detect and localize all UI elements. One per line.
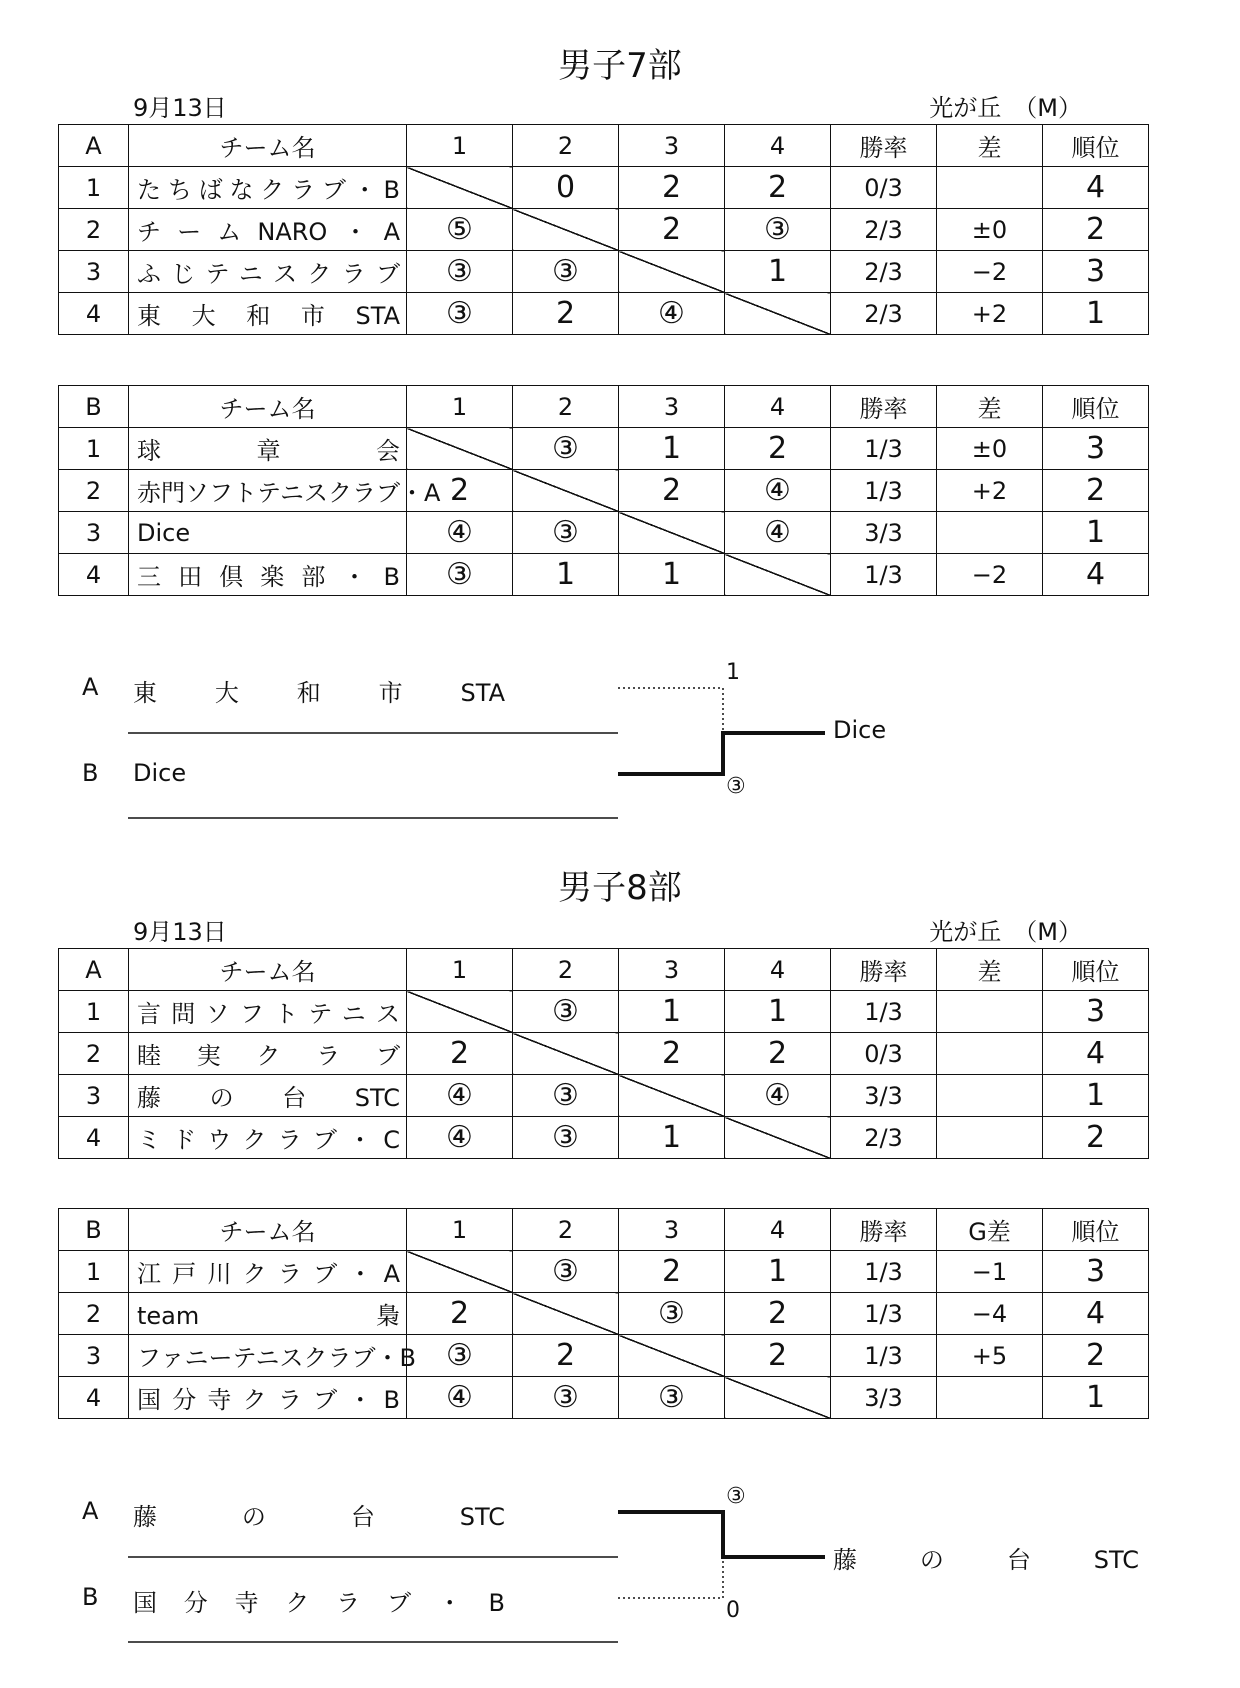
score-vs-1: ③ bbox=[407, 1335, 513, 1377]
win-rate: 1/3 bbox=[831, 991, 937, 1033]
score-vs-4: 2 bbox=[725, 1033, 831, 1075]
score-vs-1: ④ bbox=[407, 1377, 513, 1419]
header-cell: 順位 bbox=[1043, 125, 1149, 167]
row-number: 4 bbox=[59, 1117, 129, 1159]
rank: 4 bbox=[1043, 554, 1149, 596]
header-cell: 1 bbox=[407, 386, 513, 428]
score-vs-3: 1 bbox=[619, 428, 725, 470]
header-cell: G差 bbox=[937, 1209, 1043, 1251]
header-cell: 2 bbox=[513, 125, 619, 167]
header-cell: 3 bbox=[619, 949, 725, 991]
score-vs-3: ③ bbox=[619, 1293, 725, 1335]
header-cell: A bbox=[59, 125, 129, 167]
header-cell: 差 bbox=[937, 386, 1043, 428]
final-b-label: B bbox=[82, 759, 99, 787]
rank: 3 bbox=[1043, 428, 1149, 470]
score-vs-4: 2 bbox=[725, 1293, 831, 1335]
score-vs-1: ③ bbox=[407, 554, 513, 596]
header-cell: 3 bbox=[619, 386, 725, 428]
team-name: 赤門ソフトテニスクラブ・A bbox=[129, 470, 407, 512]
section-title: 男子7部 bbox=[558, 46, 682, 86]
header-cell: 順位 bbox=[1043, 949, 1149, 991]
match-date: 9月13日 bbox=[133, 94, 227, 122]
row-number: 4 bbox=[59, 1377, 129, 1419]
score-vs-2: ③ bbox=[513, 1075, 619, 1117]
final-a-path-won bbox=[618, 1512, 825, 1557]
score-vs-2: 0 bbox=[513, 167, 619, 209]
final-winner: 藤の台STC bbox=[833, 1546, 1139, 1574]
team-name: たちばなクラブ・B bbox=[129, 167, 407, 209]
header-cell: 差 bbox=[937, 125, 1043, 167]
header-cell: チーム名 bbox=[129, 125, 407, 167]
header-cell: 勝率 bbox=[831, 125, 937, 167]
header-cell: B bbox=[59, 1209, 129, 1251]
game-diff: +2 bbox=[937, 293, 1043, 335]
rank: 2 bbox=[1043, 470, 1149, 512]
row-number: 3 bbox=[59, 1075, 129, 1117]
score-vs-1: 2 bbox=[407, 1033, 513, 1075]
team-name: 藤の台STC bbox=[129, 1075, 407, 1117]
score-vs-1: ④ bbox=[407, 512, 513, 554]
header-cell: A bbox=[59, 949, 129, 991]
header-cell: 2 bbox=[513, 386, 619, 428]
final-winner: Dice bbox=[833, 716, 887, 744]
rank: 1 bbox=[1043, 1377, 1149, 1419]
match-date: 9月13日 bbox=[133, 918, 227, 946]
score-vs-1: 2 bbox=[407, 1293, 513, 1335]
win-rate: 0/3 bbox=[831, 167, 937, 209]
header-cell: 2 bbox=[513, 1209, 619, 1251]
score-vs-3: ④ bbox=[619, 293, 725, 335]
win-rate: 2/3 bbox=[831, 293, 937, 335]
rank: 1 bbox=[1043, 293, 1149, 335]
row-number: 4 bbox=[59, 554, 129, 596]
final-a-team: 東大和市STA bbox=[133, 679, 505, 707]
row-number: 1 bbox=[59, 428, 129, 470]
final-a-score: 1 bbox=[726, 660, 740, 685]
team-name: 国分寺クラブ・B bbox=[129, 1377, 407, 1419]
score-vs-4: ④ bbox=[725, 512, 831, 554]
row-number: 3 bbox=[59, 251, 129, 293]
row-number: 2 bbox=[59, 470, 129, 512]
rank: 1 bbox=[1043, 1075, 1149, 1117]
score-vs-3: 2 bbox=[619, 167, 725, 209]
score-vs-3: 1 bbox=[619, 1117, 725, 1159]
team-name: 睦実クラブ bbox=[129, 1033, 407, 1075]
header-cell: 4 bbox=[725, 949, 831, 991]
rank: 2 bbox=[1043, 1335, 1149, 1377]
team-name: ファニーテニスクラブ・B bbox=[129, 1335, 407, 1377]
win-rate: 3/3 bbox=[831, 512, 937, 554]
score-vs-2: ③ bbox=[513, 428, 619, 470]
final-b-label: B bbox=[82, 1583, 99, 1611]
score-vs-2: ③ bbox=[513, 1251, 619, 1293]
game-diff: −1 bbox=[937, 1251, 1043, 1293]
score-vs-3: 2 bbox=[619, 209, 725, 251]
venue: 光が丘 （M） bbox=[929, 94, 1082, 122]
header-cell: 4 bbox=[725, 1209, 831, 1251]
row-number: 2 bbox=[59, 1033, 129, 1075]
score-vs-3: 1 bbox=[619, 554, 725, 596]
score-vs-4: 1 bbox=[725, 1251, 831, 1293]
score-vs-3: 2 bbox=[619, 1033, 725, 1075]
final-a-label: A bbox=[82, 673, 99, 701]
win-rate: 2/3 bbox=[831, 251, 937, 293]
header-cell: 1 bbox=[407, 1209, 513, 1251]
header-cell: 差 bbox=[937, 949, 1043, 991]
header-cell: 1 bbox=[407, 125, 513, 167]
final-a-team: 藤の台STC bbox=[133, 1503, 505, 1531]
score-vs-3: 2 bbox=[619, 470, 725, 512]
team-name: ふじテニスクラブ bbox=[129, 251, 407, 293]
game-diff: ±0 bbox=[937, 428, 1043, 470]
team-name: 言問ソフトテニス bbox=[129, 991, 407, 1033]
header-cell: 勝率 bbox=[831, 949, 937, 991]
row-number: 1 bbox=[59, 991, 129, 1033]
header-cell: 3 bbox=[619, 125, 725, 167]
score-vs-3: 1 bbox=[619, 991, 725, 1033]
row-number: 3 bbox=[59, 1335, 129, 1377]
team-name: チームNARO・A bbox=[129, 209, 407, 251]
final-b-path-won bbox=[618, 733, 825, 774]
score-vs-1: ③ bbox=[407, 251, 513, 293]
score-vs-2: ③ bbox=[513, 1117, 619, 1159]
team-name: 球章会 bbox=[129, 428, 407, 470]
score-vs-3: ③ bbox=[619, 1377, 725, 1419]
game-diff: ±0 bbox=[937, 209, 1043, 251]
row-number: 1 bbox=[59, 1251, 129, 1293]
team-name: 江戸川クラブ・A bbox=[129, 1251, 407, 1293]
score-vs-1: ④ bbox=[407, 1075, 513, 1117]
score-vs-4: 1 bbox=[725, 991, 831, 1033]
score-vs-1: ③ bbox=[407, 293, 513, 335]
header-cell: B bbox=[59, 386, 129, 428]
final-a-path-lost bbox=[618, 688, 723, 733]
section-title: 男子8部 bbox=[558, 868, 682, 908]
score-vs-2: ③ bbox=[513, 512, 619, 554]
row-number: 4 bbox=[59, 293, 129, 335]
score-vs-2: ③ bbox=[513, 251, 619, 293]
row-number: 1 bbox=[59, 167, 129, 209]
header-cell: チーム名 bbox=[129, 1209, 407, 1251]
final-b-score: 0 bbox=[726, 1598, 740, 1623]
rank: 2 bbox=[1043, 1117, 1149, 1159]
rank: 4 bbox=[1043, 167, 1149, 209]
final-b-path-lost bbox=[618, 1557, 723, 1598]
score-vs-2: 1 bbox=[513, 554, 619, 596]
header-cell: 勝率 bbox=[831, 386, 937, 428]
header-cell: 2 bbox=[513, 949, 619, 991]
rank: 3 bbox=[1043, 991, 1149, 1033]
win-rate: 1/3 bbox=[831, 1251, 937, 1293]
score-vs-4: ④ bbox=[725, 470, 831, 512]
row-number: 3 bbox=[59, 512, 129, 554]
final-b-team: Dice bbox=[133, 759, 187, 787]
win-rate: 1/3 bbox=[831, 1335, 937, 1377]
header-cell: 1 bbox=[407, 949, 513, 991]
score-vs-1: ⑤ bbox=[407, 209, 513, 251]
score-vs-4: 1 bbox=[725, 251, 831, 293]
win-rate: 2/3 bbox=[831, 1117, 937, 1159]
header-cell: 3 bbox=[619, 1209, 725, 1251]
final-a-score: ③ bbox=[726, 1484, 746, 1509]
header-cell: 4 bbox=[725, 386, 831, 428]
header-cell: チーム名 bbox=[129, 949, 407, 991]
team-name: 東大和市STA bbox=[129, 293, 407, 335]
game-diff: +5 bbox=[937, 1335, 1043, 1377]
final-a-label: A bbox=[82, 1497, 99, 1525]
rank: 2 bbox=[1043, 209, 1149, 251]
win-rate: 1/3 bbox=[831, 554, 937, 596]
score-vs-2: 2 bbox=[513, 293, 619, 335]
final-b-team: 国分寺クラブ・B bbox=[133, 1589, 505, 1617]
score-vs-4: 2 bbox=[725, 167, 831, 209]
score-vs-1: 2 bbox=[407, 470, 513, 512]
row-number: 2 bbox=[59, 209, 129, 251]
score-vs-4: ④ bbox=[725, 1075, 831, 1117]
win-rate: 2/3 bbox=[831, 209, 937, 251]
win-rate: 1/3 bbox=[831, 428, 937, 470]
team-name: Dice bbox=[129, 512, 407, 554]
game-diff: −2 bbox=[937, 251, 1043, 293]
score-vs-1: ④ bbox=[407, 1117, 513, 1159]
rank: 4 bbox=[1043, 1033, 1149, 1075]
header-cell: チーム名 bbox=[129, 386, 407, 428]
win-rate: 1/3 bbox=[831, 470, 937, 512]
header-cell: 4 bbox=[725, 125, 831, 167]
score-vs-2: ③ bbox=[513, 1377, 619, 1419]
score-vs-4: 2 bbox=[725, 428, 831, 470]
team-name: 三田倶楽部・B bbox=[129, 554, 407, 596]
team-name: team梟 bbox=[129, 1293, 407, 1335]
score-vs-4: 2 bbox=[725, 1335, 831, 1377]
score-vs-2: ③ bbox=[513, 991, 619, 1033]
game-diff: −2 bbox=[937, 554, 1043, 596]
win-rate: 3/3 bbox=[831, 1075, 937, 1117]
team-name: ミドウクラブ・C bbox=[129, 1117, 407, 1159]
rank: 4 bbox=[1043, 1293, 1149, 1335]
win-rate: 1/3 bbox=[831, 1293, 937, 1335]
score-vs-2: 2 bbox=[513, 1335, 619, 1377]
score-vs-3: 2 bbox=[619, 1251, 725, 1293]
rank: 3 bbox=[1043, 251, 1149, 293]
rank: 3 bbox=[1043, 1251, 1149, 1293]
rank: 1 bbox=[1043, 512, 1149, 554]
score-vs-4: ③ bbox=[725, 209, 831, 251]
win-rate: 3/3 bbox=[831, 1377, 937, 1419]
game-diff: −4 bbox=[937, 1293, 1043, 1335]
game-diff: +2 bbox=[937, 470, 1043, 512]
header-cell: 順位 bbox=[1043, 386, 1149, 428]
row-number: 2 bbox=[59, 1293, 129, 1335]
header-cell: 順位 bbox=[1043, 1209, 1149, 1251]
venue: 光が丘 （M） bbox=[929, 918, 1082, 946]
final-b-score: ③ bbox=[726, 774, 746, 799]
win-rate: 0/3 bbox=[831, 1033, 937, 1075]
header-cell: 勝率 bbox=[831, 1209, 937, 1251]
